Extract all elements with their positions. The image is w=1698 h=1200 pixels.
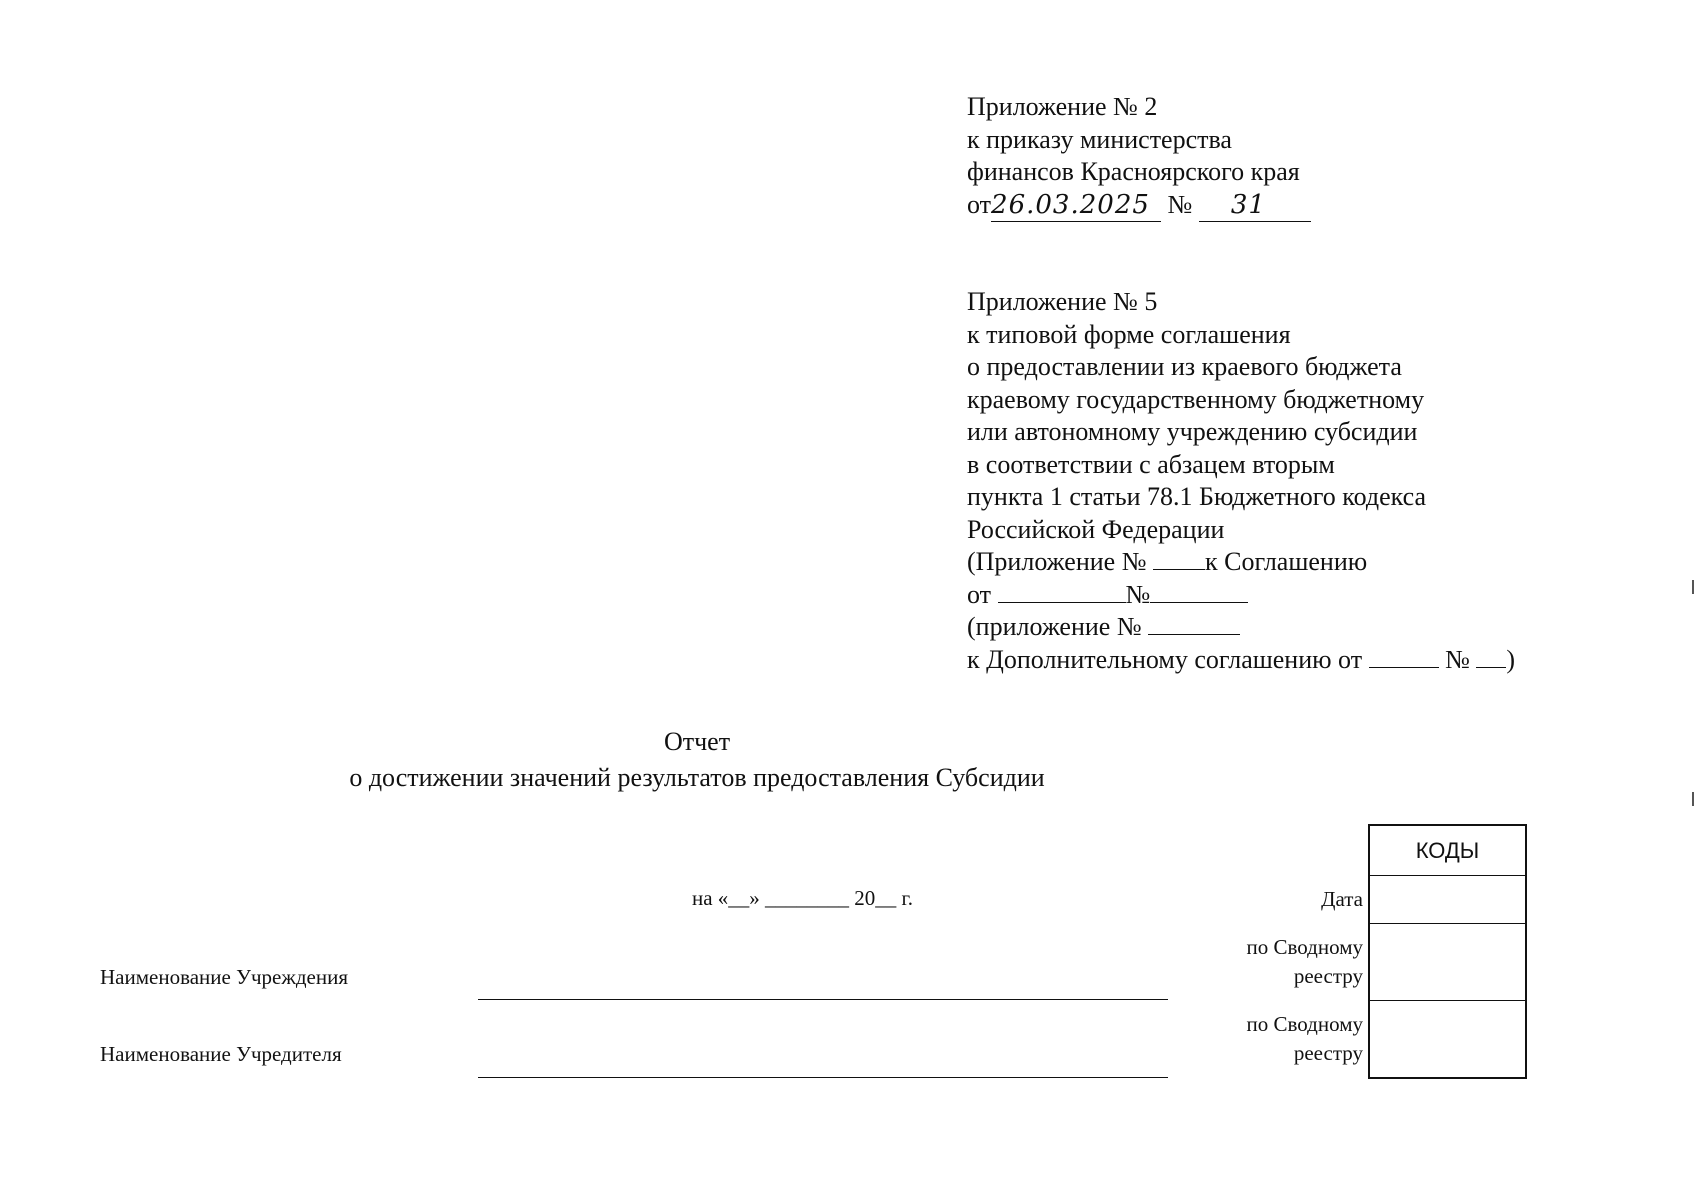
report-as-of-date: на «__» ________ 20__ г. xyxy=(692,886,914,910)
appendix-5-line: в соответствии с абзацем вторым xyxy=(967,449,1335,479)
appendix-2-line: к приказу министерства xyxy=(967,124,1232,154)
appendix-5-line: пункта 1 статьи 78.1 Бюджетного кодекса xyxy=(967,482,1426,511)
number-sign: № xyxy=(1445,644,1470,674)
date-prefix: от xyxy=(967,189,992,219)
codes-registry-label: по Сводному реестру xyxy=(1246,935,1363,988)
blank-field xyxy=(1476,645,1506,668)
report-subtitle: о достижении значений результатов предоставления Субсидии xyxy=(349,763,1045,792)
supplement-line-prefix: к Дополнительному соглашению от xyxy=(967,644,1363,674)
appendix-2-header xyxy=(967,91,1667,222)
codes-header: КОДЫ xyxy=(1370,826,1525,876)
founder-name-line xyxy=(478,1077,1168,1078)
scan-mark xyxy=(1692,792,1694,806)
codes-table xyxy=(1368,824,1527,1079)
codes-date-cell xyxy=(1370,876,1525,924)
from-prefix: от xyxy=(967,579,992,609)
appendix-5-line: Приложение № 5 xyxy=(967,287,1158,316)
agreement-prefix: (Приложение № xyxy=(967,547,1147,576)
supplement-agreement-line xyxy=(967,644,1667,677)
codes-registry-cell xyxy=(1370,1001,1525,1077)
supplement-appendix-line xyxy=(967,611,1667,644)
institution-name-line xyxy=(478,999,1168,1000)
founder-label: Наименование Учредителя xyxy=(100,1042,342,1066)
handwritten-number: 31 xyxy=(1199,189,1311,223)
number-sign: № xyxy=(1167,189,1193,219)
supplement-prefix: (приложение № xyxy=(967,612,1142,641)
closing-parenthesis: ) xyxy=(1506,644,1516,674)
codes-registry-cell xyxy=(1370,924,1525,1001)
blank-field xyxy=(1369,645,1439,668)
number-sign: № xyxy=(1125,579,1151,609)
appendix-2-line: финансов Красноярского края xyxy=(967,157,1300,186)
blank-field xyxy=(1148,612,1240,635)
appendix-2-line: Приложение № 2 xyxy=(967,92,1158,121)
codes-date-label: Дата xyxy=(1321,887,1363,911)
appendix-5-line: к типовой форме соглашения xyxy=(967,319,1291,349)
appendix-5-line: о предоставлении из краевого бюджета xyxy=(967,352,1402,381)
blank-field xyxy=(1150,580,1248,603)
scan-mark xyxy=(1692,580,1694,594)
institution-label: Наименование Учреждения xyxy=(100,965,348,989)
appendix-5-line: или автономному учреждению субсидии xyxy=(967,417,1418,446)
blank-field xyxy=(998,580,1126,603)
agreement-appendix-line xyxy=(967,546,1667,579)
agreement-date-line xyxy=(967,579,1667,612)
appendix-5-header xyxy=(967,286,1667,676)
appendix-5-line: краевому государственному бюджетному xyxy=(967,384,1425,414)
appendix-5-line: Российской Федерации xyxy=(967,514,1225,544)
report-title: Отчет xyxy=(663,727,731,756)
handwritten-date: 26.03.2025 xyxy=(991,189,1161,223)
blank-field xyxy=(1153,547,1205,570)
agreement-suffix: к Соглашению xyxy=(1205,547,1368,576)
codes-registry-label: по Сводному реестру xyxy=(1246,1012,1363,1065)
appendix-2-date-line xyxy=(967,189,1667,223)
